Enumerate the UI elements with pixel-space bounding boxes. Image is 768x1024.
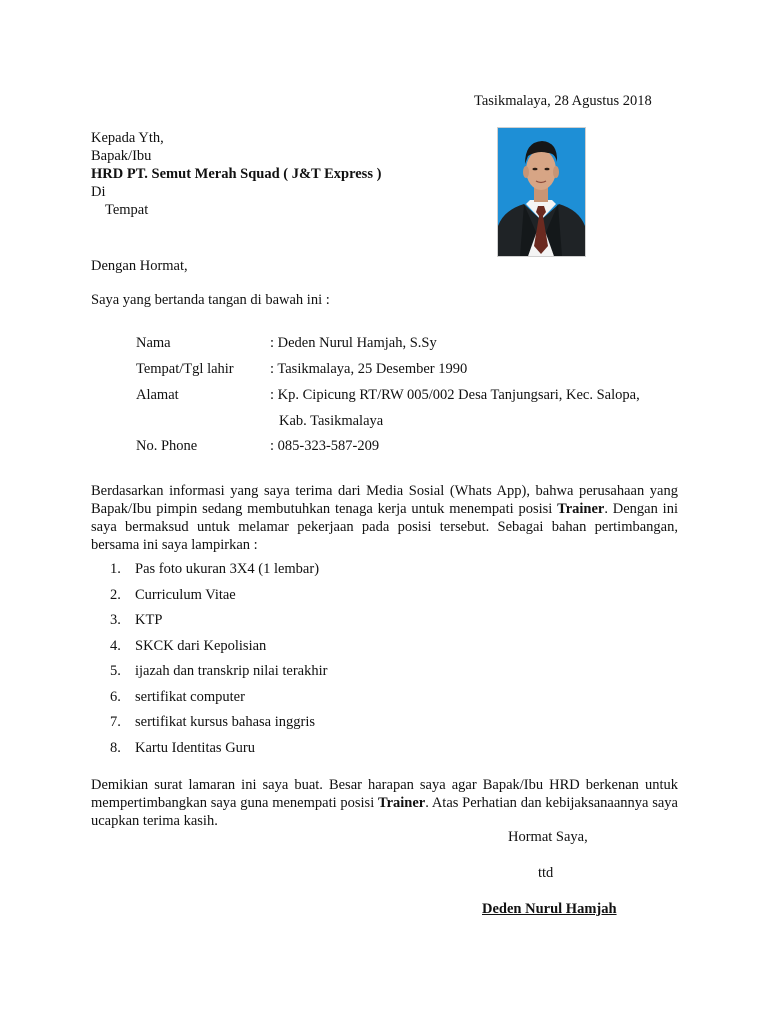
signer-name: Deden Nurul Hamjah [482,901,617,917]
list-item [110,587,236,604]
list-item-number: 4. [110,637,121,654]
list-item-number: 7. [110,714,121,730]
field-value-alamat-cont: Kab. Tasikmalaya [279,413,384,429]
list-item-number: 5. [110,663,121,679]
list-item-text: SKCK dari Kepolisian [135,637,267,654]
recipient-line-5: Tempat [105,202,149,218]
recipient-line-1: Kepada Yth, [91,130,164,146]
field-value-nama: : Deden Nurul Hamjah, S.Sy [270,335,437,351]
field-value-ttl: : Tasikmalaya, 25 Desember 1990 [270,361,468,377]
list-item-number: 1. [110,561,121,577]
list-item [110,689,245,706]
intro-text: Saya yang bertanda tangan di bawah ini : [91,292,330,308]
list-item-text: Kartu Identitas Guru [135,739,255,756]
field-value-phone: : 085-323-587-209 [270,438,380,454]
list-item-number: 6. [110,688,121,705]
body2-text-after: . Atas Perhatian dan kebijaksanaannya saya ucapkan terima kasih. [91,795,678,829]
list-item-text: KTP [135,612,163,628]
body1-text-before: Berdasarkan informasi yang saya terima dari Media Sosial (Whats App), bahwa perusahaan yang Bapak/Ibu pimpin sedang membutuhkan tenaga kerja untuk menempati posisi [91,483,678,517]
field-value-alamat: : Kp. Cipicung RT/RW 005/002 Desa Tanjungsari, Kec. Salopa, [270,387,640,403]
list-item-number: 3. [110,612,121,628]
list-item-text: Curriculum Vitae [135,586,236,603]
list-item-text: ijazah dan transkrip nilai terakhir [135,663,328,679]
list-item [110,714,315,731]
place-date: Tasikmalaya, 28 Agustus 2018 [474,93,652,109]
salutation: Dengan Hormat, [91,258,188,274]
applicant-photo [497,127,586,257]
list-item-number: 2. [110,586,121,603]
field-label-ttl: Tempat/Tgl lahir [136,361,234,377]
field-label-phone: No. Phone [136,438,198,454]
list-item-text: sertifikat kursus bahasa inggris [135,714,316,730]
list-item-text: sertifikat computer [135,688,245,705]
applicant-photo-icon [498,128,585,256]
body-paragraph-2 [91,776,678,830]
body2-position: Trainer [378,795,426,811]
recipient-company: HRD PT. Semut Merah Squad ( J&T Express ) [91,166,382,182]
closing: Hormat Saya, [508,829,588,845]
body-paragraph-1 [91,482,678,554]
body1-text-after: . Dengan ini saya bermaksud untuk melamar pekerjaan pada posisi tersebut. Sebagai bahan pertimbangan, bersama ini saya lampirkan : [91,501,678,553]
body1-position: Trainer [557,501,605,517]
list-item [110,663,327,680]
recipient-line-2: Bapak/Ibu [91,148,152,164]
list-item [110,561,319,578]
signature: ttd [538,865,554,881]
list-item-text: Pas foto ukuran 3X4 (1 lembar) [135,561,320,577]
list-item [110,638,266,655]
list-item [110,612,162,629]
body2-text-before: Demikian surat lamaran ini saya buat. Besar harapan saya agar Bapak/Ibu HRD berkenan untuk mempertimbangkan saya guna menempati posisi [91,777,678,811]
recipient-block [91,129,381,219]
field-label-nama: Nama [136,335,171,351]
list-item [110,740,255,757]
field-label-alamat: Alamat [136,387,179,403]
recipient-line-4: Di [91,184,106,200]
list-item-number: 8. [110,739,121,756]
